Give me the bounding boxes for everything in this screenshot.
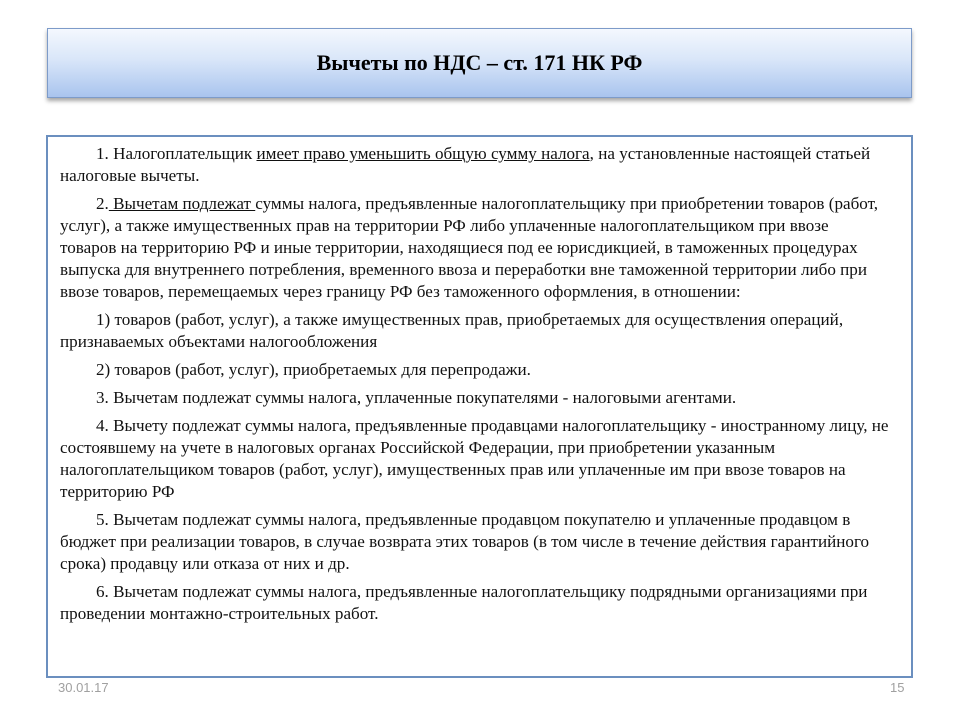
paragraph-6: 6. Вычетам подлежат суммы налога, предъявленные налогоплательщику подрядными организациями при проведении монтажно-строительных работ.	[60, 582, 868, 623]
paragraph-2-underlined: Вычетам подлежат	[108, 194, 256, 213]
paragraph-3: 3. Вычетам подлежат суммы налога, уплаченные покупателями - налоговыми агентами.	[96, 388, 737, 407]
slide-title: Вычеты по НДС – ст. 171 НК РФ	[316, 50, 643, 75]
paragraph-2-suffix: суммы налога, предъявленные налогоплательщику при приобретении товаров (работ, услуг), а также имущественных прав на территории РФ либо уплаченные налогоплательщиком при ввозе товаров на территорию РФ и иные территории, находящиеся под ее юрисдикцией, в таможенных процедурах выпуска для внутреннего потребления, временного ввоза и переработки вне таможенной территории либо при ввозе товаров, перемещаемых через границу РФ без таможенного оформления, в отношении:	[60, 194, 879, 301]
paragraph-2-item-2: 2) товаров (работ, услуг), приобретаемых для перепродажи.	[96, 360, 531, 379]
footer-page-number: 15	[890, 680, 905, 695]
paragraph-2-item-1: 1) товаров (работ, услуг), а также имущественных прав, приобретаемых для осуществления операций, признаваемых объектами налогообложения	[60, 310, 844, 351]
paragraph-1-underlined: имеет право уменьшить общую сумму налога	[256, 144, 590, 163]
paragraph-5: 5. Вычетам подлежат суммы налога, предъявленные продавцом покупателю и уплаченные продавцом в бюджет при реализации товаров, в случае возврата этих товаров (в том числе в течение действия гарантийного срока) продавцу или отказа от них и др.	[60, 510, 870, 573]
paragraph-1-prefix: 1. Налогоплательщик	[96, 144, 257, 163]
paragraph-1-suffix: , на установленные настоящей статьей налоговые вычеты.	[60, 144, 871, 185]
paragraph-2-prefix: 2.	[96, 194, 109, 213]
paragraph-1	[60, 143, 889, 187]
paragraph-4: 4. Вычету подлежат суммы налога, предъявленные продавцами налогоплательщику - иностранному лицу, не состоявшему на учете в налоговых органах Российской Федерации, при приобретении указанным налогоплательщиком товаров (работ, услуг), имущественных прав или уплаченные им при ввозе товаров на территорию РФ	[60, 416, 889, 501]
footer-date: 30.01.17	[58, 680, 109, 695]
slide-title-banner	[47, 28, 912, 98]
paragraph-2	[60, 193, 889, 303]
content-panel	[46, 135, 913, 678]
